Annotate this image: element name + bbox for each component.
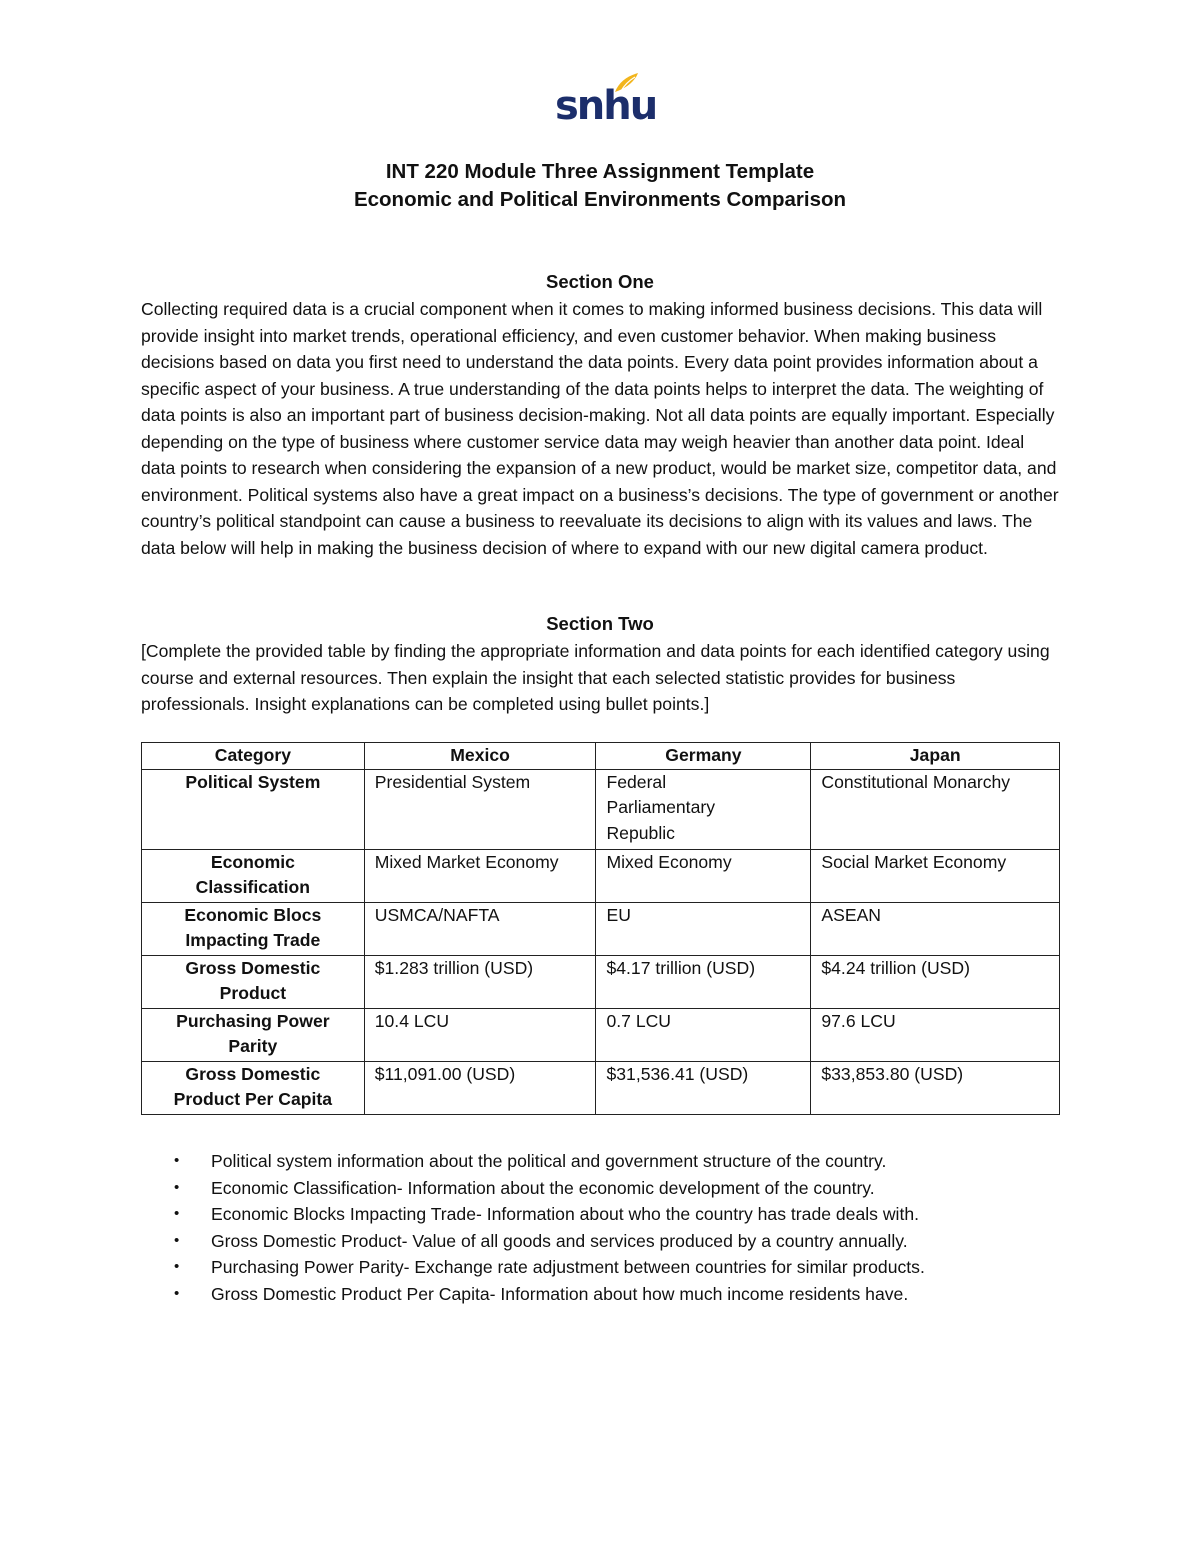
list-item-text: Political system information about the political and government structure of the country. [211, 1151, 887, 1171]
title-line-2: Economic and Political Environments Comparison [353, 188, 847, 211]
header-japan: Japan [811, 743, 1060, 770]
cell-germany: Mixed Economy [596, 849, 811, 902]
list-item [170, 1175, 925, 1202]
table-row [142, 902, 1060, 955]
document-title [0, 158, 1200, 214]
cell-mexico: $11,091.00 (USD) [364, 1061, 596, 1114]
cell-germany: Federal Parliamentary Republic [596, 769, 811, 849]
row-category: Purchasing Power Parity [142, 1008, 365, 1061]
list-item-text: Gross Domestic Product Per Capita- Information about how much income residents have. [211, 1283, 909, 1304]
table-row [142, 955, 1060, 1008]
cell-mexico: USMCA/NAFTA [364, 902, 596, 955]
section-one-paragraph: Collecting required data is a crucial component when it comes to making informed business decisions. This data will provide insight into market trends, operational efficiency, and even customer behavior. When making business decisions based on data you first need to understand the data points. Every data point provides information about a specific aspect of your business. A true understanding of the data points helps to interpret the data. The weighting of data points is also an important part of business decision-making. Not all data points are equally important. Especially depending on the type of business where customer service data may weigh heavier than another data point. Ideal data points to research when considering the expansion of a new product, would be market size, competitor data, and environment. Political systems also have a great impact on a business’s decisions. The type of government or another country’s political standpoint can cause a business to reevaluate its decisions to align with its values and laws. The data below will help in making the business decision of where to expand with our new digital camera product. [141, 299, 1059, 558]
table-row [142, 849, 1060, 902]
comparison-table [141, 742, 1060, 1115]
table-row [142, 769, 1060, 849]
list-item-text: Purchasing Power Parity- Exchange rate adjustment between countries for similar products. [211, 1257, 925, 1277]
cell-mexico: Presidential System [364, 769, 596, 849]
title-line-1: INT 220 Module Three Assignment Template [385, 160, 815, 183]
row-category: Economic Blocs Impacting Trade [142, 902, 365, 955]
list-item-text: Economic Blocks Impacting Trade- Information about who the country has trade deals with. [211, 1204, 920, 1224]
list-item [170, 1201, 925, 1228]
cell-germany: EU [596, 902, 811, 955]
cell-germany: 0.7 LCU [596, 1008, 811, 1061]
bullet-icon: • [174, 1205, 180, 1222]
table-header-row [142, 743, 1060, 770]
row-category: Gross Domestic Product [142, 955, 365, 1008]
bullet-icon: • [174, 1258, 180, 1275]
section-one-heading: Section One [546, 271, 654, 292]
cell-japan: Social Market Economy [811, 849, 1060, 902]
cell-germany: $31,536.41 (USD) [596, 1061, 811, 1114]
list-item [170, 1228, 925, 1255]
row-category: Political System [142, 769, 365, 849]
cell-mexico: $1.283 trillion (USD) [364, 955, 596, 1008]
bullet-icon: • [174, 1152, 180, 1169]
row-category: Economic Classification [142, 849, 365, 902]
insights-list [170, 1148, 925, 1307]
bullet-icon: • [174, 1178, 180, 1196]
list-item-text: Gross Domestic Product- Value of all goods and services produced by a country annually. [211, 1230, 908, 1251]
section-two-instructions: [Complete the provided table by finding the appropriate information and data points for each identified category using course and external resources. Then explain the insight that each selected statistic provides for business professionals. Insight explanations can be completed using bullet points.] [141, 641, 1050, 714]
cell-japan: $33,853.80 (USD) [811, 1061, 1060, 1114]
header-mexico: Mexico [364, 743, 596, 770]
list-item [170, 1148, 925, 1175]
list-item [170, 1254, 925, 1281]
table-row [142, 1061, 1060, 1114]
cell-mexico: Mixed Market Economy [364, 849, 596, 902]
snhu-logo [555, 72, 657, 132]
section-two-heading: Section Two [546, 613, 654, 634]
list-item-text: Economic Classification- Information about the economic development of the country. [211, 1177, 875, 1198]
header-category: Category [142, 743, 365, 770]
row-category: Gross Domestic Product Per Capita [142, 1061, 365, 1114]
bullet-icon: • [174, 1231, 180, 1249]
cell-japan: ASEAN [811, 902, 1060, 955]
cell-japan: 97.6 LCU [811, 1008, 1060, 1061]
cell-japan: $4.24 trillion (USD) [811, 955, 1060, 1008]
header-germany: Germany [596, 743, 811, 770]
cell-germany: $4.17 trillion (USD) [596, 955, 811, 1008]
list-item [170, 1281, 925, 1308]
table-row [142, 1008, 1060, 1061]
logo-wordmark: snhu [555, 83, 657, 129]
cell-japan: Constitutional Monarchy [811, 769, 1060, 849]
cell-mexico: 10.4 LCU [364, 1008, 596, 1061]
bullet-icon: • [174, 1284, 180, 1302]
